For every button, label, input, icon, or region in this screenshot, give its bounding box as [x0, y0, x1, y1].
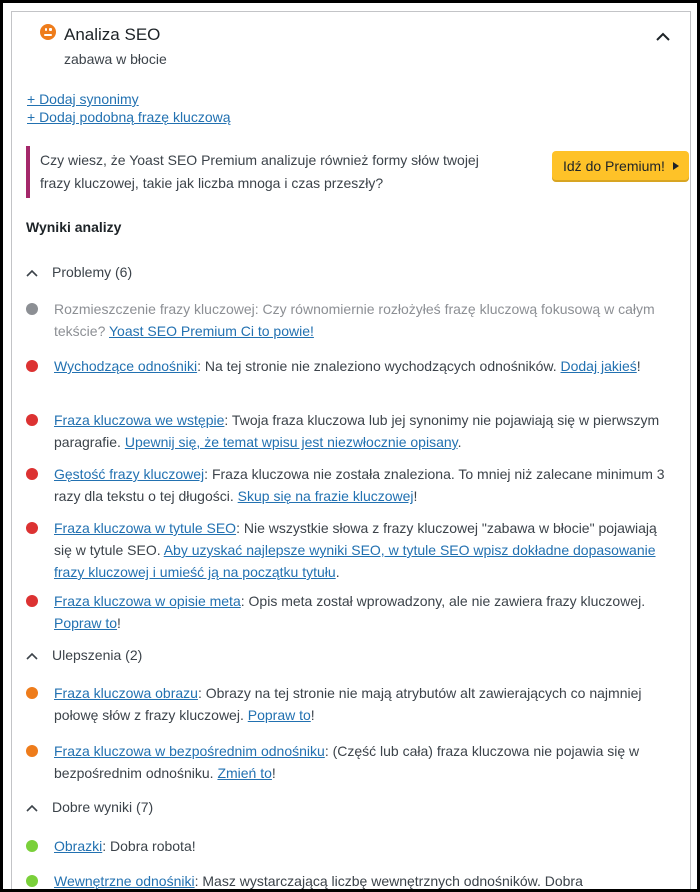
- keyphrase-links: [27, 90, 231, 126]
- add-related-keyphrase-link[interactable]: + Dodaj podobną frazę kluczową: [27, 109, 231, 125]
- chevron-up-icon: [26, 268, 38, 278]
- fix-link[interactable]: Skup się na frazie kluczowej: [237, 488, 414, 504]
- green-bullet-icon: [26, 875, 38, 887]
- result-item: Wychodzące odnośniki: Na tej stronie nie znaleziono wychodzących odnośników. Dodaj jakieś!: [26, 355, 666, 377]
- chevron-up-icon[interactable]: [654, 30, 672, 44]
- premium-notice-text: Czy wiesz, że Yoast SEO Premium analizuje również formy słów twojej frazy kluczowej, takie jak liczba mnoga i czas przeszły?: [40, 152, 479, 191]
- result-item: Rozmieszczenie frazy kluczowej: Czy równomiernie rozłożyłeś frazę kluczową fokusową w całym tekście? Yoast SEO Premium Ci to powie!: [26, 298, 666, 342]
- result-link[interactable]: Obrazki: [54, 838, 103, 854]
- result-link[interactable]: Fraza kluczowa w tytule SEO: [54, 520, 237, 536]
- result-item: Fraza kluczowa we wstępie: Twoja fraza kluczowa lub jej synonimy nie pojawiają się w pierwszym paragrafie. Upewnij się, że temat wpisu jest niezwłocznie opisany.: [26, 409, 666, 453]
- add-synonyms-link[interactable]: + Dodaj synonimy: [27, 91, 139, 107]
- red-bullet-icon: [26, 522, 38, 534]
- premium-notice-bar: [26, 146, 30, 198]
- result-link[interactable]: Fraza kluczowa we wstępie: [54, 412, 225, 428]
- fix-link[interactable]: Popraw to: [247, 707, 311, 723]
- fix-link[interactable]: Aby uzyskać najlepsze wyniki SEO, w tytule SEO wpisz dokładne dopasowanie frazy kluczowej i umieść ją na początku tytułu: [54, 542, 656, 580]
- result-link[interactable]: Gęstość frazy kluczowej: [54, 466, 205, 482]
- results-heading: Wyniki analizy: [26, 219, 122, 235]
- result-link[interactable]: Wychodzące odnośniki: [54, 358, 198, 374]
- grey-bullet-icon: [26, 303, 38, 315]
- result-link[interactable]: Fraza kluczowa w bezpośrednim odnośniku: [54, 743, 325, 759]
- result-item: Obrazki: Dobra robota!: [26, 835, 666, 857]
- panel-header[interactable]: [12, 12, 690, 82]
- orange-smiley-icon: [40, 24, 56, 40]
- red-bullet-icon: [26, 468, 38, 480]
- go-premium-button[interactable]: Idź do Premium!: [552, 151, 689, 182]
- result-link[interactable]: Wewnętrzne odnośniki: [54, 873, 195, 889]
- group-toggle-improvements[interactable]: Ulepszenia (2): [26, 647, 142, 663]
- red-bullet-icon: [26, 595, 38, 607]
- red-bullet-icon: [26, 360, 38, 372]
- orange-bullet-icon: [26, 687, 38, 699]
- panel-title: Analiza SEO: [64, 25, 161, 44]
- result-item: Fraza kluczowa w tytule SEO: Nie wszystkie słowa z frazy kluczowej "zabawa w błocie" pojawiają się w tytule SEO. Aby uzyskać najlepsze wyniki SEO, w tytule SEO wpisz dokładne dopasowanie frazy kluczowej i umieść ją na początku tytułu.: [26, 517, 666, 583]
- result-item: Wewnętrzne odnośniki: Masz wystarczającą liczbę wewnętrznych odnośników. Dobra: [26, 870, 666, 891]
- premium-notice: [26, 146, 672, 198]
- result-item: Fraza kluczowa w opisie meta: Opis meta został wprowadzony, ale nie zawiera frazy kluczowej. Popraw to!: [26, 590, 666, 634]
- orange-bullet-icon: [26, 745, 38, 757]
- fix-link[interactable]: Dodaj jakieś: [560, 358, 637, 374]
- red-bullet-icon: [26, 414, 38, 426]
- result-item: Gęstość frazy kluczowej: Fraza kluczowa nie została znaleziona. To mniej niż zalecane minimum 3 razy dla tekstu o tej długości. Skup się na frazie kluczowej!: [26, 463, 666, 507]
- chevron-up-icon: [26, 803, 38, 813]
- seo-analysis-panel: [11, 11, 691, 891]
- fix-link[interactable]: Popraw to: [54, 615, 118, 631]
- fix-link[interactable]: Zmień to: [217, 765, 272, 781]
- result-item: Fraza kluczowa obrazu: Obrazy na tej stronie nie mają atrybutów alt zawierających co najmniej połowę słów z frazy kluczowej. Popraw to!: [26, 682, 666, 726]
- group-toggle-good-results[interactable]: Dobre wyniki (7): [26, 799, 153, 815]
- chevron-up-icon: [26, 651, 38, 661]
- premium-link[interactable]: Yoast SEO Premium Ci to powie!: [109, 323, 314, 339]
- green-bullet-icon: [26, 840, 38, 852]
- group-toggle-problems[interactable]: Problemy (6): [26, 264, 132, 280]
- result-link[interactable]: Fraza kluczowa obrazu: [54, 685, 198, 701]
- result-link[interactable]: Fraza kluczowa w opisie meta: [54, 593, 241, 609]
- focus-keyphrase: zabawa w błocie: [64, 51, 167, 67]
- fix-link[interactable]: Upewnij się, że temat wpisu jest niezwłocznie opisany: [124, 434, 458, 450]
- play-arrow-icon: [673, 162, 679, 170]
- result-item: Fraza kluczowa w bezpośrednim odnośniku: (Część lub cała) fraza kluczowa nie pojawia się w bezpośrednim odnośniku. Zmień to!: [26, 740, 666, 784]
